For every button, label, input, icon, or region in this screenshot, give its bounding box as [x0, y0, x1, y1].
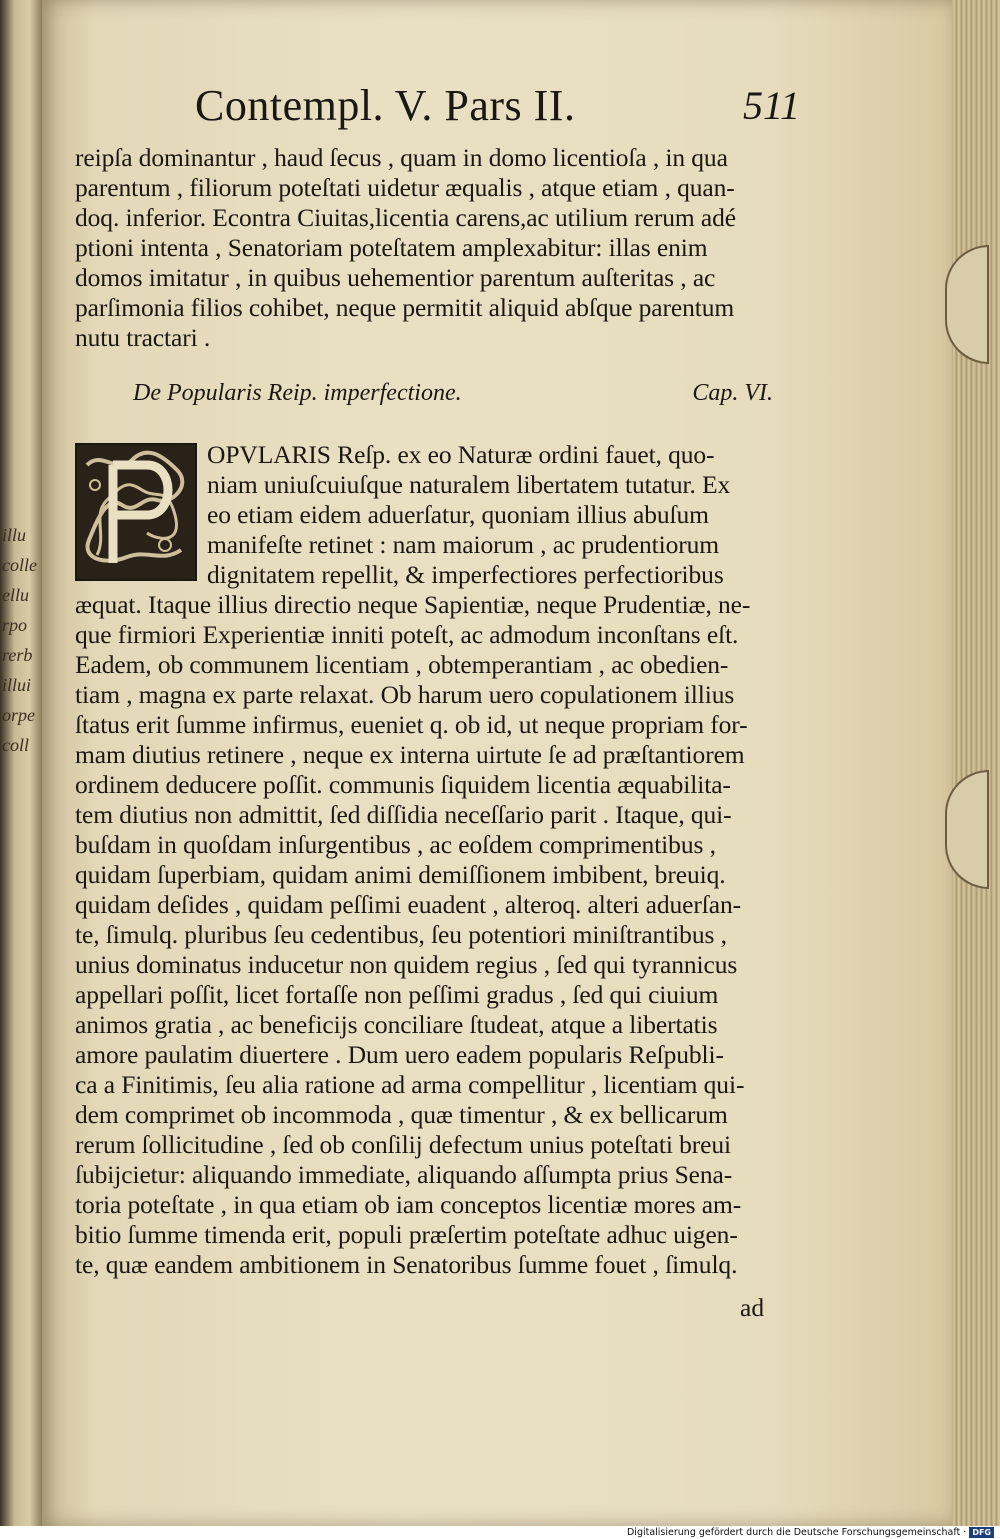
credit-text: Digitalisierung gefördert durch die Deutsche Forschungsgemeinschaft ·: [626, 1527, 967, 1538]
text-line: mam diutius retinere , neque ex interna uirtute ſe ad præſtantiorem: [75, 740, 745, 769]
adjacent-page-fragment: ellu: [2, 585, 29, 605]
text-line: manifeſte retinet : nam maiorum , ac prudentiorum: [207, 530, 720, 559]
text-line: Eadem, ob communem licentiam , obtemperantiam , ac obedien-: [75, 650, 729, 679]
paragraph-1: [75, 143, 810, 353]
adjacent-page-fragment: coll: [2, 735, 29, 755]
adjacent-page-fragment: colle: [2, 555, 37, 575]
text-line: ca a Finitimis, ſeu alia ratione ad arma compellitur , licentiam qui-: [75, 1070, 745, 1099]
text-line: dem comprimet ob incommoda , quæ timentur , & ex bellicarum: [75, 1100, 728, 1129]
text-line: parſimonia filios cohibet, neque permitit aliquid abſque parentum: [75, 293, 735, 322]
text-line: ordinem deducere poſſit. communis ſiquidem licentia æquabilita-: [75, 770, 731, 799]
page-number: 511: [742, 83, 800, 128]
text-line: te, quæ eandem ambitionem in Senatoribus ſumme fouet , ſimulq.: [75, 1250, 738, 1279]
text-line: eo etiam eidem aduerſatur, quoniam illius abuſum: [207, 500, 709, 529]
text-line: nutu tractari .: [75, 323, 211, 352]
running-title: Contempl. V. Pars II.: [195, 81, 576, 130]
chapter-heading: [133, 380, 773, 412]
text-line: amore paulatim diuertere . Dum uero eadem popularis Reſpubli-: [75, 1040, 724, 1069]
text-line: reipſa dominantur , haud ſecus , quam in domo licentioſa , in qua: [75, 143, 728, 172]
chapter-number: Cap. VI.: [692, 380, 773, 406]
text-line: ſubijcietur: aliquando immediate, aliquando aſſumpta prius Sena-: [75, 1160, 733, 1189]
text-line: quidam ſuperbiam, quidam animi demiſſionem imbibent, breuiq.: [75, 860, 726, 889]
adjacent-page-fragment: illu: [2, 525, 27, 545]
text-line: dignitatem repellit, & imperfectiores perfectioribus: [207, 560, 724, 589]
text-line: æquat. Itaque illius directio neque Sapientiæ, neque Prudentiæ, ne-: [75, 590, 751, 619]
text-line: tiam , magna ex parte relaxat. Ob harum uero copulationem illius: [75, 680, 735, 709]
adjacent-page-fragment: rerb: [2, 645, 33, 665]
text-line: animos gratia , ac beneficijs conciliare ſtudeat, atque a libertatis: [75, 1010, 718, 1039]
paragraph-2: [75, 440, 810, 1280]
page-stack-edges: [952, 0, 1000, 1526]
catchword: ad: [740, 1293, 765, 1322]
adjacent-page-fragment: orpe: [2, 705, 35, 725]
text-line: domos imitatur , in quibus uehementior parentum auſteritas , ac: [75, 263, 716, 292]
text-line: que firmiori Experientiæ inniti poteſt, ac admodum inconſtans eſt.: [75, 620, 739, 649]
text-line: OPVLARIS Reſp. ex eo Naturæ ordini fauet, quo-: [207, 440, 715, 469]
adjacent-page-text-fragments: [2, 520, 42, 760]
text-line: ptioni intenta , Senatoriam poteſtatem amplexabitur: illas enim: [75, 233, 708, 262]
text-line: rerum ſollicitudine , ſed ob conſilij defectum unius poteſtati breui: [75, 1130, 732, 1159]
dfg-logo: DFG: [969, 1527, 994, 1538]
adjacent-page-fragment: rpo: [2, 615, 28, 635]
running-header: [195, 80, 800, 130]
text-line: bitio ſumme timenda erit, populi præſertim poteſtate adhuc uigen-: [75, 1220, 738, 1249]
text-line: te, ſimulq. pluribus ſeu cedentibus, ſeu potentiori miniſtrantibus ,: [75, 920, 727, 949]
text-line: niam uniuſcuiuſque naturalem libertatem tutatur. Ex: [207, 470, 731, 499]
text-line: unius dominatus inducetur non quidem regius , ſed qui tyrannicus: [75, 950, 738, 979]
text-line: toria poteſtate , in qua etiam ob iam conceptos licentiæ mores am-: [75, 1190, 742, 1219]
chapter-title: De Popularis Reip. imperfectione.: [133, 380, 462, 406]
adjacent-page-edge: [0, 0, 42, 1539]
text-line: quidam deſides , quidam peſſimi euadent , alteroq. alteri aduerſan-: [75, 890, 741, 919]
digitization-credit: [627, 1526, 994, 1539]
text-line: buſdam in quoſdam inſurgentibus , ac eoſdem comprimentibus ,: [75, 830, 716, 859]
text-line: parentum , filiorum poteſtati uidetur æqualis , atque etiam , quan-: [75, 173, 735, 202]
text-line: appellari poſſit, licet fortaſſe non peſſimi gradus , ſed qui ciuium: [75, 980, 719, 1009]
adjacent-page-fragment: illui: [2, 675, 32, 695]
text-line: ſtatus erit ſumme infirmus, eueniet q. ob id, ut neque propriam for-: [75, 710, 748, 739]
text-line: tem diutius non admittit, ſed diſſidia neceſſario parit . Itaque, qui-: [75, 800, 732, 829]
text-line: doq. inferior. Econtra Ciuitas,licentia carens,ac utilium rerum adé: [75, 203, 737, 232]
